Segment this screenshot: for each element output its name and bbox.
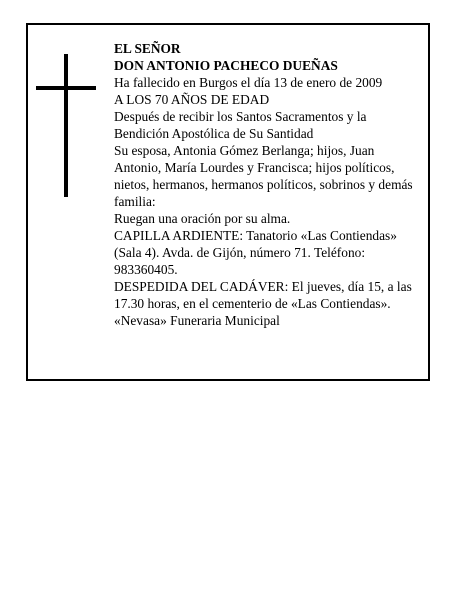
deceased-name: DON ANTONIO PACHECO DUEÑAS xyxy=(114,58,338,73)
death-statement: Ha fallecido en Burgos el día 13 de enero de 2009 xyxy=(114,75,383,90)
cross-vertical-bar xyxy=(64,54,68,197)
sacraments-statement: Después de recibir los Santos Sacramentos y la Bendición Apostólica de Su Santidad xyxy=(114,109,367,141)
prayer-request: Ruegan una oración por su alma. xyxy=(114,211,291,226)
family-statement: Su esposa, Antonia Gómez Berlanga; hijos, Juan Antonio, María Lourdes y Francisca; hijos políticos, nietos, hermanos, hermanos políticos, sobrinos y demás familia: xyxy=(114,143,413,209)
notice-title: EL SEÑOR xyxy=(114,41,181,56)
farewell-info: DESPEDIDA DEL CADÁVER: El jueves, día 15, a las 17.30 horas, en el cementerio de «Las Contiendas». xyxy=(114,279,412,311)
age-statement: A LOS 70 AÑOS DE EDAD xyxy=(114,92,270,107)
obituary-text xyxy=(114,40,422,329)
latin-cross-icon xyxy=(36,54,96,197)
chapel-info: CAPILLA ARDIENTE: Tanatorio «Las Contiendas» (Sala 4). Avda. de Gijón, número 71. Teléfono: 983360405. xyxy=(114,228,397,277)
funeral-home: «Nevasa» Funeraria Municipal xyxy=(114,313,280,328)
cross-horizontal-bar xyxy=(36,86,96,90)
